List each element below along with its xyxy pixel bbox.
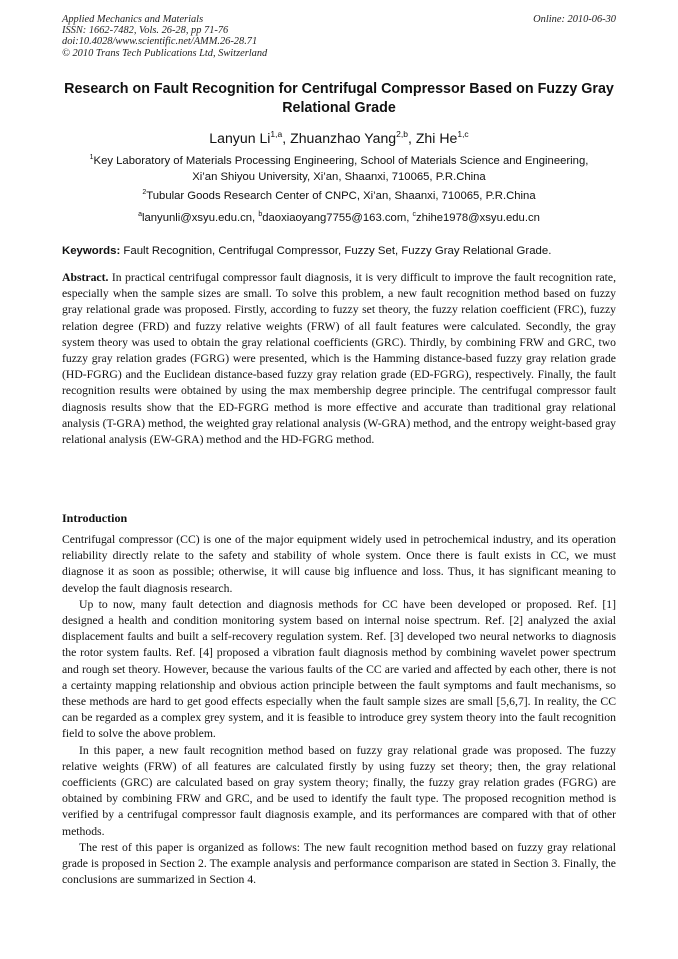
doi-line: doi:10.4028/www.scientific.net/AMM.26-28.71 bbox=[62, 36, 258, 48]
affiliation-1-line-2: Xi’an Shiyou University, Xi’an, Shaanxi, 710065, P.R.China bbox=[192, 171, 486, 183]
keywords-label: Keywords: bbox=[62, 245, 121, 257]
email-address[interactable]: lanyunli@xsyu.edu.cn bbox=[141, 212, 253, 224]
affiliation-1 bbox=[62, 150, 616, 185]
online-date: Online: 2010-06-30 bbox=[533, 14, 616, 25]
affiliation-2 bbox=[62, 185, 616, 204]
affiliation-mark: 2 bbox=[142, 189, 147, 196]
abstract-text: In practical centrifugal compressor fault diagnosis, it is very difficult to improve the fault recognition rate, especially when the sample sizes are small. To solve this problem, a new fault recognition method based on fuzzy gray relational grade was proposed. Firstly, according to fuzzy set theory, the fuzzy relation coefficient (FRC), fuzzy relation degree (FRD) and fuzzy relative weights (FRW) of all fault features were calculated. Secondly, the gray system theory was used to obtain the gray relational coefficients (GRC). Thirdly, by combining FRW and GRC, two fuzzy gray relation grades (FGRG) were presented, which is the Hamming distance-based fuzzy gray relation grade (HD-FGRG) and the Euclidean distance-based fuzzy gray relation grade (ED-FGRG), respectively. Finally, the fault recognition results were obtained by using the max membership degree principle. The centrifugal compressor fault diagnosis results show that the ED-FGRG method is more effective and accurate than traditional gray relational analysis (T-GRA) method, the weighted gray relational analysis (W-GRA) method, and the entropy weight-based gray relational analysis (EW-GRA) method and the HD-FGRG method. bbox=[62, 271, 616, 447]
issn-line: ISSN: 1662-7482, Vols. 26-28, pp 71-76 bbox=[62, 25, 229, 37]
email-mark: c bbox=[412, 211, 417, 218]
copyright-line: © 2010 Trans Tech Publications Ltd, Switzerland bbox=[62, 47, 268, 59]
introduction-body bbox=[62, 532, 616, 888]
affiliation-2-text: Tubular Goods Research Center of CNPC, Xi’an, Shaanxi, 710065, P.R.China bbox=[146, 190, 536, 202]
journal-name: Applied Mechanics and Materials bbox=[62, 14, 204, 25]
paper-title: Research on Fault Recognition for Centrifugal Compressor Based on Fuzzy Gray Relational Grade bbox=[64, 81, 614, 116]
paragraph: Up to now, many fault detection and diagnosis methods for CC have been developed or proposed. Ref. [1] designed a health and condition monitoring system based on internal noise spectrum. Ref. [2] analyzed the axial displacement faults and built a self-recovery regulation system. Ref. [3] developed two neural networks to diagnosis the rotor system faults. Ref. [4] proposed a vibration fault diagnosis method by combining wavelet power spectrum and rough set theory. However, because the various faults of the CC are varied and affected by each other, there is not a certainty mapping relationship and obvious action principle between the fault symptoms and fault mechanisms, so these methods are hard to get good effects especially when the fault sample sizes are small [5,6,7]. In reality, the CC can be regarded as a complex grey system, and it is feasible to introduce grey system theory into the fault recognition field to solve the above problem. bbox=[62, 597, 616, 741]
affiliation-1-line-1: Key Laboratory of Materials Processing Engineering, School of Materials Science and Engineering, bbox=[93, 155, 589, 167]
email-mark: a bbox=[138, 211, 142, 218]
email-mark: b bbox=[258, 211, 263, 218]
section-heading-introduction: Introduction bbox=[62, 511, 128, 525]
affiliation-mark: 1 bbox=[89, 154, 94, 161]
author-affiliation-mark: 1,c bbox=[457, 129, 469, 139]
journal-header bbox=[62, 14, 616, 59]
email-address[interactable]: zhihe1978@xsyu.edu.cn bbox=[416, 212, 540, 224]
keywords bbox=[62, 244, 622, 258]
paragraph: In this paper, a new fault recognition method based on fuzzy gray relational grade was proposed. The fuzzy relative weights (FRW) of all features are calculated firstly by using fuzzy set theory; then, the gray relational coefficients (GRC) are calculated based on gray system theory; finally, the fuzzy gray relation grades (FGRG) are obtained by combining FRW and GRC, and be used to identify the fault type. The proposed recognition method is verified by a centrifugal compressor fault diagnosis example, and its performances are compared with that of other methods. bbox=[62, 743, 616, 838]
author-affiliation-mark: 2,b bbox=[396, 129, 408, 139]
author-name: Lanyun Li bbox=[209, 130, 271, 146]
keywords-text: Fault Recognition, Centrifugal Compressor, Fuzzy Set, Fuzzy Gray Relational Grade. bbox=[123, 245, 552, 257]
author-name: Zhi He bbox=[415, 130, 458, 146]
email-address[interactable]: daoxiaoyang7755@163.com bbox=[262, 212, 407, 224]
email-list: $^a$lanyunli@xsyu.edu.cn, $^b$daoxiaoyang7755@163.com, $^c$zhihe1978@xsyu.edu.cn bbox=[138, 211, 540, 224]
author-affiliation-mark: 1,a bbox=[270, 129, 283, 139]
author-name: Zhuanzhao Yang bbox=[290, 130, 397, 146]
paragraph: The rest of this paper is organized as follows: The new fault recognition method based on fuzzy gray relational grade is proposed in Section 2. The example analysis and performance comparison are stated in Section 3. Finally, the conclusions are summarized in Section 4. bbox=[62, 840, 616, 887]
paragraph: Centrifugal compressor (CC) is one of the major equipment widely used in petrochemical industry, and its operation reliability directly relate to the safety and stability of whole system. Once there is fault exists in CC, we must diagnose it as soon as possible; otherwise, it will cause big influence and loss. Thus, it has significant meaning to develop the fault diagnosis research. bbox=[62, 533, 616, 595]
author-list: Lanyun Li$^{1,a}$, Zhuanzhao Yang$^{2,b}$, Zhi He$^{1,c}$ bbox=[209, 129, 469, 146]
abstract bbox=[62, 270, 616, 448]
abstract-label: Abstract. bbox=[62, 271, 109, 284]
